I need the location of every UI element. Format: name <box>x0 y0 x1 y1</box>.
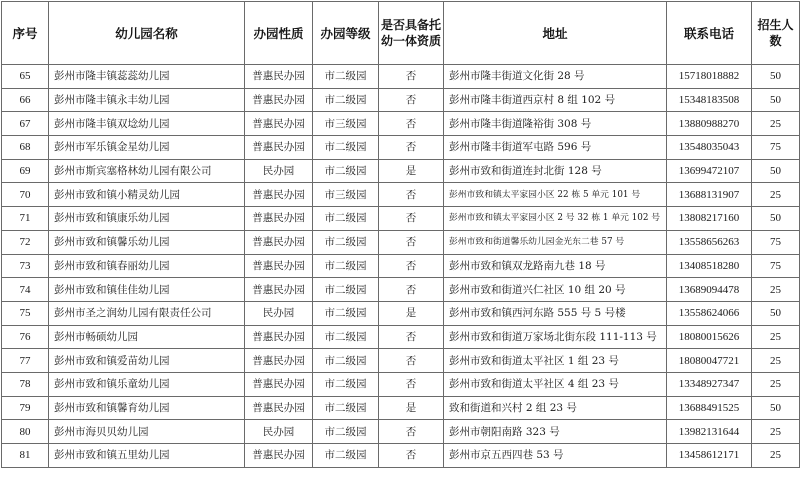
cell-name: 彭州市致和镇春丽幼儿园 <box>49 254 245 278</box>
table-row <box>2 278 800 302</box>
cell-address: 彭州市隆丰街道隆裕街 308 号 <box>444 112 667 136</box>
table-row <box>2 230 800 254</box>
cell-address: 彭州市致和镇双龙路南九巷 18 号 <box>444 254 667 278</box>
cell-nature: 普惠民办园 <box>245 230 313 254</box>
cell-name: 彭州市隆丰镇蕊蕊幼儿园 <box>49 65 245 89</box>
cell-phone: 13458612171 <box>667 444 752 468</box>
header-enroll: 招生人数 <box>752 2 800 65</box>
cell-seq: 76 <box>2 325 49 349</box>
cell-address: 彭州市致和街道太平社区 4 组 23 号 <box>444 372 667 396</box>
cell-nursery: 否 <box>379 325 444 349</box>
cell-address: 彭州市隆丰街道军屯路 596 号 <box>444 136 667 160</box>
table-row <box>2 183 800 207</box>
cell-phone: 13558656263 <box>667 230 752 254</box>
cell-nursery: 否 <box>379 183 444 207</box>
cell-phone: 18080015626 <box>667 325 752 349</box>
cell-enroll: 50 <box>752 159 800 183</box>
cell-address: 彭州市致和街道连封北街 128 号 <box>444 159 667 183</box>
table-row <box>2 444 800 468</box>
cell-enroll: 75 <box>752 230 800 254</box>
cell-seq: 67 <box>2 112 49 136</box>
cell-address: 彭州市京五西四巷 53 号 <box>444 444 667 468</box>
cell-seq: 69 <box>2 159 49 183</box>
cell-grade: 市二级园 <box>313 88 379 112</box>
cell-nursery: 否 <box>379 136 444 160</box>
cell-phone: 13689094478 <box>667 278 752 302</box>
table-row <box>2 254 800 278</box>
cell-enroll: 75 <box>752 136 800 160</box>
table-row <box>2 112 800 136</box>
header-nursery: 是否具备托幼一体资质 <box>379 2 444 65</box>
cell-seq: 77 <box>2 349 49 373</box>
cell-name: 彭州市致和镇五里幼儿园 <box>49 444 245 468</box>
cell-name: 彭州市军乐镇金星幼儿园 <box>49 136 245 160</box>
cell-address: 彭州市朝阳南路 323 号 <box>444 420 667 444</box>
cell-nature: 普惠民办园 <box>245 278 313 302</box>
cell-address: 彭州市致和镇太平家园小区 2 号 32 栋 1 单元 102 号 <box>444 207 667 231</box>
cell-nature: 普惠民办园 <box>245 65 313 89</box>
cell-address: 彭州市致和街道太平社区 1 组 23 号 <box>444 349 667 373</box>
cell-name: 彭州市斯宾塞格林幼儿园有限公司 <box>49 159 245 183</box>
cell-phone: 13348927347 <box>667 372 752 396</box>
cell-enroll: 25 <box>752 278 800 302</box>
cell-grade: 市二级园 <box>313 444 379 468</box>
cell-seq: 70 <box>2 183 49 207</box>
cell-grade: 市二级园 <box>313 349 379 373</box>
cell-seq: 78 <box>2 372 49 396</box>
cell-nature: 普惠民办园 <box>245 254 313 278</box>
cell-nature: 普惠民办园 <box>245 325 313 349</box>
cell-grade: 市三级园 <box>313 183 379 207</box>
cell-enroll: 50 <box>752 301 800 325</box>
cell-phone: 13408518280 <box>667 254 752 278</box>
cell-name: 彭州市隆丰镇永丰幼儿园 <box>49 88 245 112</box>
cell-nature: 普惠民办园 <box>245 112 313 136</box>
cell-name: 彭州市致和镇小精灵幼儿园 <box>49 183 245 207</box>
cell-phone: 13558624066 <box>667 301 752 325</box>
cell-nursery: 是 <box>379 396 444 420</box>
cell-name: 彭州市畅硕幼儿园 <box>49 325 245 349</box>
cell-nature: 普惠民办园 <box>245 136 313 160</box>
table-row <box>2 207 800 231</box>
cell-nature: 普惠民办园 <box>245 183 313 207</box>
cell-grade: 市二级园 <box>313 301 379 325</box>
header-name: 幼儿园名称 <box>49 2 245 65</box>
cell-address: 致和街道和兴村 2 组 23 号 <box>444 396 667 420</box>
cell-enroll: 25 <box>752 372 800 396</box>
table-row <box>2 136 800 160</box>
cell-address: 彭州市致和镇太平家园小区 22 栋 5 单元 101 号 <box>444 183 667 207</box>
cell-name: 彭州市致和镇佳佳幼儿园 <box>49 278 245 302</box>
cell-phone: 15348183508 <box>667 88 752 112</box>
cell-nursery: 否 <box>379 112 444 136</box>
cell-nursery: 否 <box>379 278 444 302</box>
table-row <box>2 301 800 325</box>
cell-phone: 13982131644 <box>667 420 752 444</box>
table-body <box>2 65 800 468</box>
cell-phone: 13699472107 <box>667 159 752 183</box>
header-address: 地址 <box>444 2 667 65</box>
cell-seq: 65 <box>2 65 49 89</box>
cell-enroll: 50 <box>752 88 800 112</box>
cell-seq: 74 <box>2 278 49 302</box>
cell-nursery: 否 <box>379 349 444 373</box>
cell-seq: 80 <box>2 420 49 444</box>
cell-seq: 81 <box>2 444 49 468</box>
header-nature: 办园性质 <box>245 2 313 65</box>
cell-nursery: 否 <box>379 420 444 444</box>
cell-phone: 13688491525 <box>667 396 752 420</box>
cell-grade: 市二级园 <box>313 420 379 444</box>
cell-seq: 79 <box>2 396 49 420</box>
cell-grade: 市二级园 <box>313 254 379 278</box>
table-row <box>2 396 800 420</box>
table-row <box>2 88 800 112</box>
cell-phone: 13880988270 <box>667 112 752 136</box>
header-grade: 办园等级 <box>313 2 379 65</box>
cell-enroll: 25 <box>752 420 800 444</box>
cell-phone: 13548035043 <box>667 136 752 160</box>
cell-grade: 市二级园 <box>313 325 379 349</box>
cell-grade: 市二级园 <box>313 207 379 231</box>
cell-grade: 市二级园 <box>313 159 379 183</box>
cell-seq: 66 <box>2 88 49 112</box>
cell-grade: 市二级园 <box>313 372 379 396</box>
cell-phone: 18080047721 <box>667 349 752 373</box>
cell-name: 彭州市致和镇乐童幼儿园 <box>49 372 245 396</box>
table-row <box>2 65 800 89</box>
cell-nursery: 否 <box>379 372 444 396</box>
cell-address: 彭州市致和镇西河东路 555 号 5 号楼 <box>444 301 667 325</box>
table-row <box>2 159 800 183</box>
header-row <box>2 2 800 65</box>
cell-nursery: 否 <box>379 230 444 254</box>
cell-nature: 普惠民办园 <box>245 207 313 231</box>
cell-enroll: 50 <box>752 396 800 420</box>
cell-address: 彭州市隆丰街道文化街 28 号 <box>444 65 667 89</box>
cell-nature: 普惠民办园 <box>245 444 313 468</box>
table-row <box>2 349 800 373</box>
cell-nursery: 否 <box>379 88 444 112</box>
cell-enroll: 25 <box>752 349 800 373</box>
cell-nature: 普惠民办园 <box>245 396 313 420</box>
cell-enroll: 25 <box>752 183 800 207</box>
cell-grade: 市二级园 <box>313 396 379 420</box>
kindergarten-table <box>1 1 800 468</box>
cell-nature: 普惠民办园 <box>245 349 313 373</box>
cell-name: 彭州市隆丰镇双埝幼儿园 <box>49 112 245 136</box>
cell-address: 彭州市致和街道兴仁社区 10 组 20 号 <box>444 278 667 302</box>
cell-seq: 68 <box>2 136 49 160</box>
cell-nature: 普惠民办园 <box>245 372 313 396</box>
cell-grade: 市二级园 <box>313 230 379 254</box>
table-row <box>2 325 800 349</box>
cell-enroll: 25 <box>752 112 800 136</box>
cell-nature: 民办园 <box>245 301 313 325</box>
header-phone: 联系电话 <box>667 2 752 65</box>
cell-nature: 民办园 <box>245 159 313 183</box>
cell-nursery: 否 <box>379 444 444 468</box>
cell-enroll: 50 <box>752 65 800 89</box>
cell-name: 彭州市海贝贝幼儿园 <box>49 420 245 444</box>
cell-address: 彭州市致和街道万家场北街东段 111-113 号 <box>444 325 667 349</box>
cell-enroll: 75 <box>752 254 800 278</box>
cell-name: 彭州市致和镇爱苗幼儿园 <box>49 349 245 373</box>
cell-seq: 75 <box>2 301 49 325</box>
cell-name: 彭州市致和镇馨乐幼儿园 <box>49 230 245 254</box>
cell-enroll: 50 <box>752 207 800 231</box>
table-row <box>2 420 800 444</box>
cell-nursery: 否 <box>379 254 444 278</box>
cell-address: 彭州市隆丰街道西京村 8 组 102 号 <box>444 88 667 112</box>
cell-nursery: 否 <box>379 207 444 231</box>
cell-phone: 13808217160 <box>667 207 752 231</box>
cell-phone: 15718018882 <box>667 65 752 89</box>
cell-seq: 72 <box>2 230 49 254</box>
cell-nursery: 否 <box>379 65 444 89</box>
cell-grade: 市三级园 <box>313 112 379 136</box>
cell-enroll: 25 <box>752 444 800 468</box>
table-row <box>2 372 800 396</box>
cell-nature: 普惠民办园 <box>245 88 313 112</box>
cell-nature: 民办园 <box>245 420 313 444</box>
cell-name: 彭州市致和镇康乐幼儿园 <box>49 207 245 231</box>
cell-phone: 13688131907 <box>667 183 752 207</box>
cell-nursery: 是 <box>379 159 444 183</box>
header-seq: 序号 <box>2 2 49 65</box>
cell-name: 彭州市圣之润幼儿园有限责任公司 <box>49 301 245 325</box>
cell-enroll: 25 <box>752 325 800 349</box>
cell-seq: 73 <box>2 254 49 278</box>
cell-nursery: 是 <box>379 301 444 325</box>
cell-address: 彭州市致和街道馨乐幼儿园金光东二巷 57 号 <box>444 230 667 254</box>
cell-grade: 市二级园 <box>313 65 379 89</box>
cell-grade: 市二级园 <box>313 136 379 160</box>
cell-name: 彭州市致和镇馨育幼儿园 <box>49 396 245 420</box>
cell-grade: 市二级园 <box>313 278 379 302</box>
cell-seq: 71 <box>2 207 49 231</box>
